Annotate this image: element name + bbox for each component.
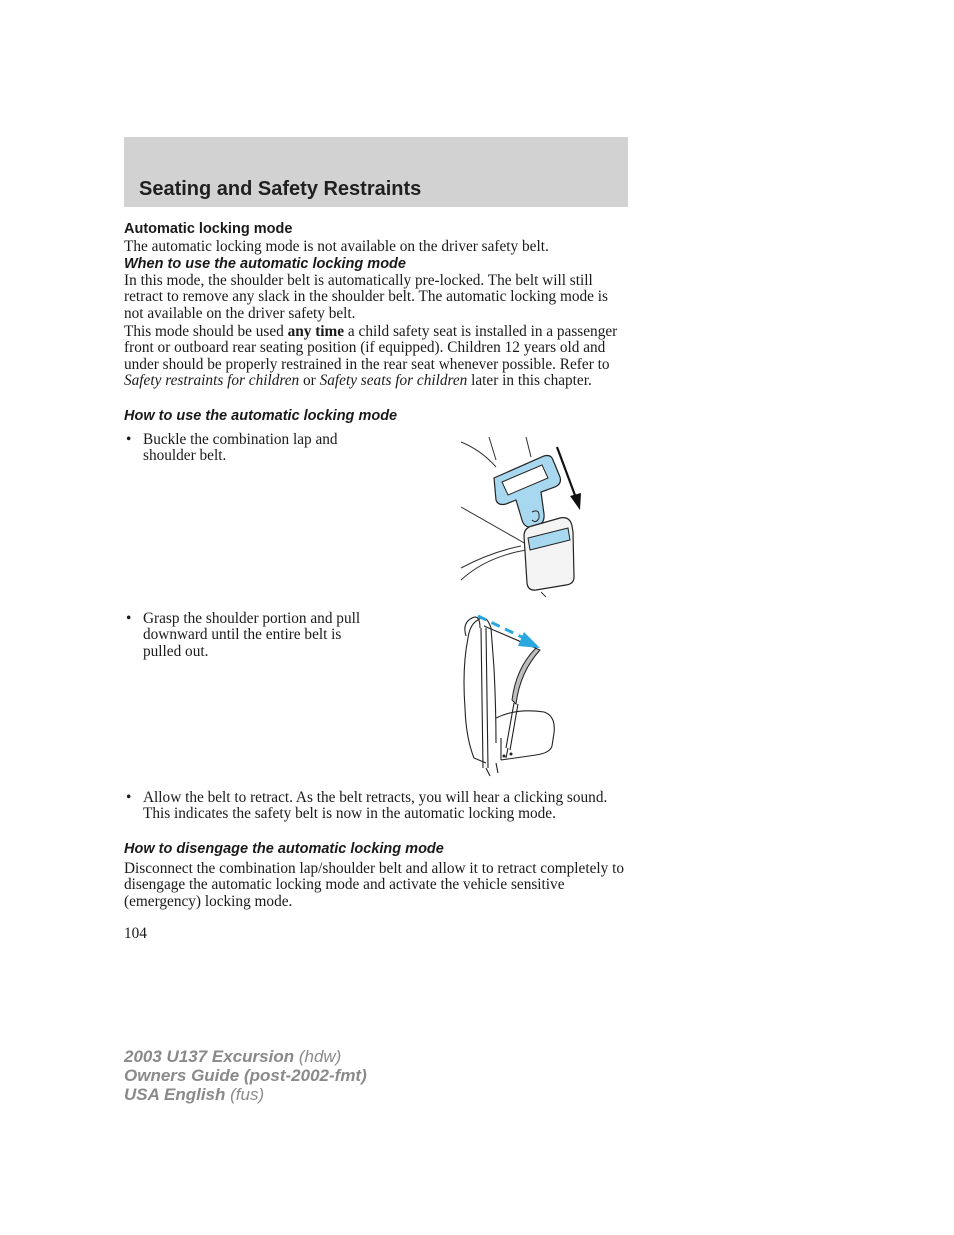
heading-when-to-use: When to use the automatic locking mode xyxy=(124,256,406,272)
seat-belt-pull-illustration xyxy=(456,608,564,778)
bullet-text-2: Grasp the shoulder portion and pull downward until the entire belt is pulled out. xyxy=(143,610,361,660)
bullet-text-3: Allow the belt to retract. As the belt retracts, you will hear a clicking sound. This indicates the safety belt is now in the automatic locking mode. xyxy=(143,789,608,823)
latch-plate xyxy=(494,456,560,528)
paragraph-disengage: Disconnect the combination lap/shoulder belt and allow it to retract completely to disengage the automatic locking mode and activate the vehicle sensitive (emergency) locking mode. xyxy=(124,860,624,910)
footer-line-2: Owners Guide (post-2002-fmt) xyxy=(124,1066,367,1085)
paragraph-when-1: In this mode, the shoulder belt is automatically pre-locked. The belt will still retract to remove any slack in the shoulder belt. The automatic locking mode is not available on the driver safety belt. xyxy=(124,272,608,322)
buckle-receiver xyxy=(524,518,574,590)
shoulder-belt xyxy=(484,626,540,704)
belt-buckle-illustration xyxy=(456,432,588,597)
section-title: Seating and Safety Restraints xyxy=(139,178,422,200)
paragraph-when-2: This mode should be used any time a child safety seat is installed in a passenger front or outboard rear seating position (if equipped). Children 12 years old and under should be properly restrained in the rear seat whenever possible. Refer to Safety restraints for children or Safety seats for children later in this chapter. xyxy=(124,323,618,390)
heading-how-to-use: How to use the automatic locking mode xyxy=(124,408,398,424)
footer-line-1: 2003 U137 Excursion (hdw) xyxy=(124,1047,342,1066)
bullet-dot: • xyxy=(126,789,132,806)
header-band xyxy=(124,137,628,207)
heading-how-to-disengage: How to disengage the automatic locking mode xyxy=(124,841,444,857)
page-number: 104 xyxy=(124,925,147,942)
bullet-dot: • xyxy=(126,431,132,448)
paragraph-auto-intro: The automatic locking mode is not available on the driver safety belt. xyxy=(124,238,549,255)
document-footer xyxy=(124,1047,367,1104)
footer-line-3: USA English (fus) xyxy=(124,1085,265,1104)
bullet-text-1: Buckle the combination lap and shoulder belt. xyxy=(143,431,338,465)
heading-automatic-locking-mode: Automatic locking mode xyxy=(124,221,293,237)
bullet-dot: • xyxy=(126,610,132,627)
